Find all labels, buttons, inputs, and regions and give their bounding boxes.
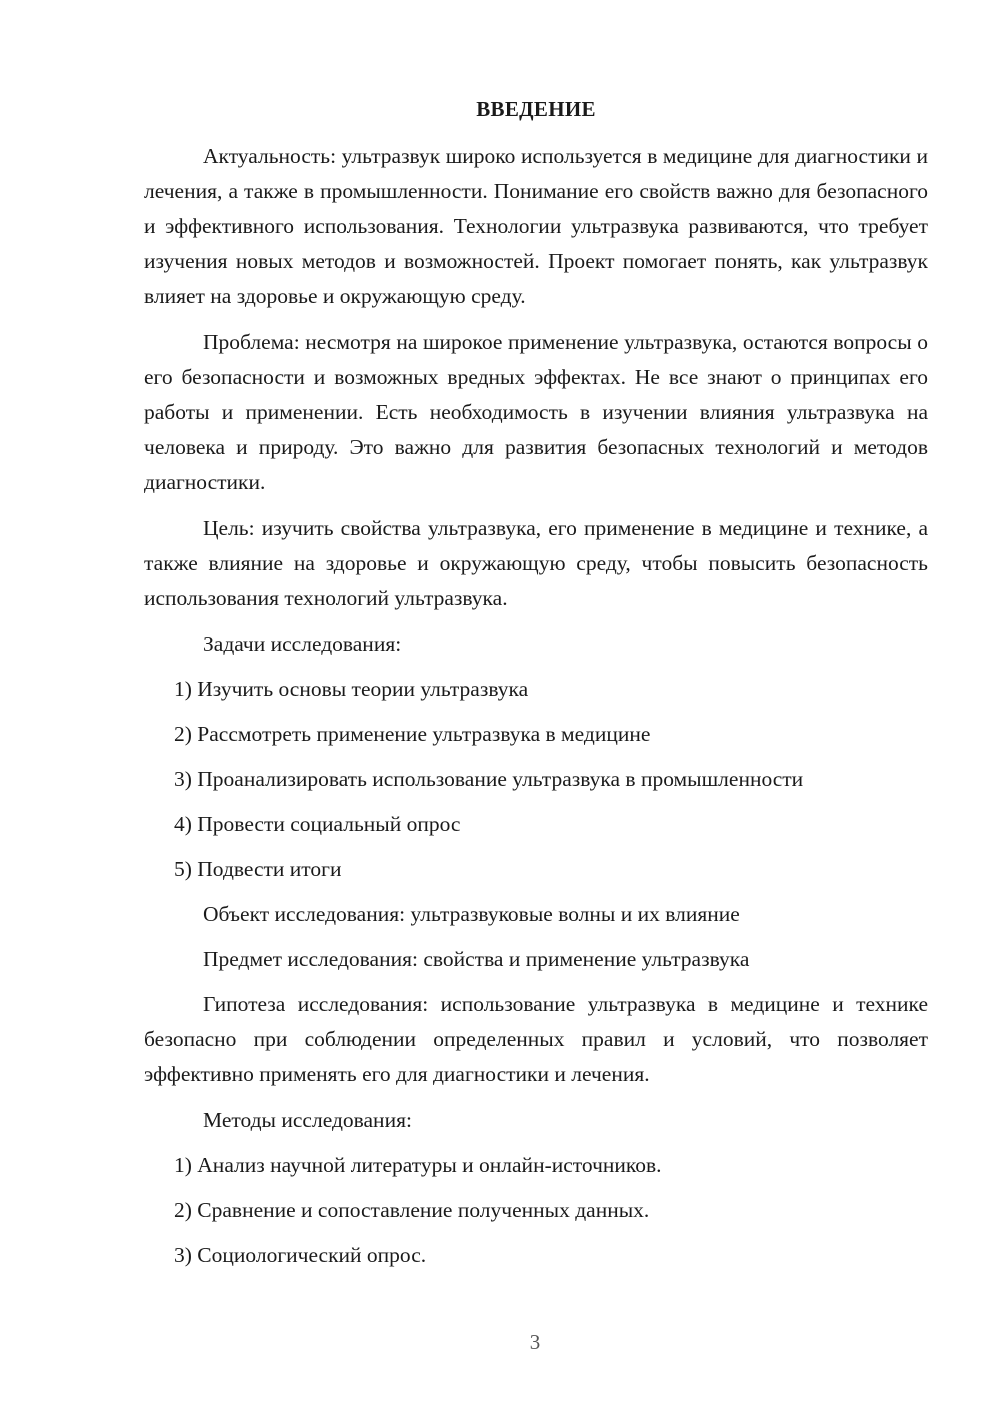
goal-paragraph: Цель: изучить свойства ультразвука, его применение в медицине и технике, а также влияние на здоровье и окружающую среду, чтобы повысить безопасность использования технологий ультразвука. xyxy=(144,516,928,610)
document-page xyxy=(144,94,928,1283)
hypothesis-paragraph: Гипотеза исследования: использование ультразвука в медицине и технике безопасно при соблюдении определенных правил и условий, что позволяет эффективно применять его для диагностики и лечения. xyxy=(144,992,928,1086)
list-item: 4) Провести социальный опрос xyxy=(174,812,461,836)
tasks-heading: Задачи исследования: xyxy=(203,632,402,656)
document-title: ВВЕДЕНИЕ xyxy=(476,97,596,121)
list-item: 3) Проанализировать использование ультразвука в промышленности xyxy=(174,767,804,791)
methods-list xyxy=(144,1148,928,1273)
list-item: 3) Социологический опрос. xyxy=(174,1243,427,1267)
list-item: 5) Подвести итоги xyxy=(174,857,342,881)
page-number: 3 xyxy=(529,1330,541,1354)
object-paragraph: Объект исследования: ультразвуковые волны и их влияние xyxy=(203,902,740,926)
methods-heading: Методы исследования: xyxy=(203,1108,412,1132)
list-item: 2) Рассмотреть применение ультразвука в медицине xyxy=(174,722,651,746)
list-item: 1) Изучить основы теории ультразвука xyxy=(174,677,529,701)
tasks-list xyxy=(144,672,928,887)
list-item: 1) Анализ научной литературы и онлайн-источников. xyxy=(174,1153,662,1177)
problem-paragraph: Проблема: несмотря на широкое применение ультразвука, остаются вопросы о его безопасности и возможных вредных эффектах. Не все знают о принципах его работы и применении. Есть необходимость в изучении влияния ультразвука на человека и природу. Это важно для развития безопасных технологий и методов диагностики. xyxy=(144,330,928,494)
relevance-paragraph: Актуальность: ультразвук широко используется в медицине для диагностики и лечения, а также в промышленности. Понимание его свойств важно для безопасного и эффективного использования. Технологии ультразвука развиваются, что требует изучения новых методов и возможностей. Проект помогает понять, как ультразвук влияет на здоровье и окружающую среду. xyxy=(144,144,928,308)
subject-paragraph: Предмет исследования: свойства и применение ультразвука xyxy=(203,947,750,971)
list-item: 2) Сравнение и сопоставление полученных данных. xyxy=(174,1198,650,1222)
